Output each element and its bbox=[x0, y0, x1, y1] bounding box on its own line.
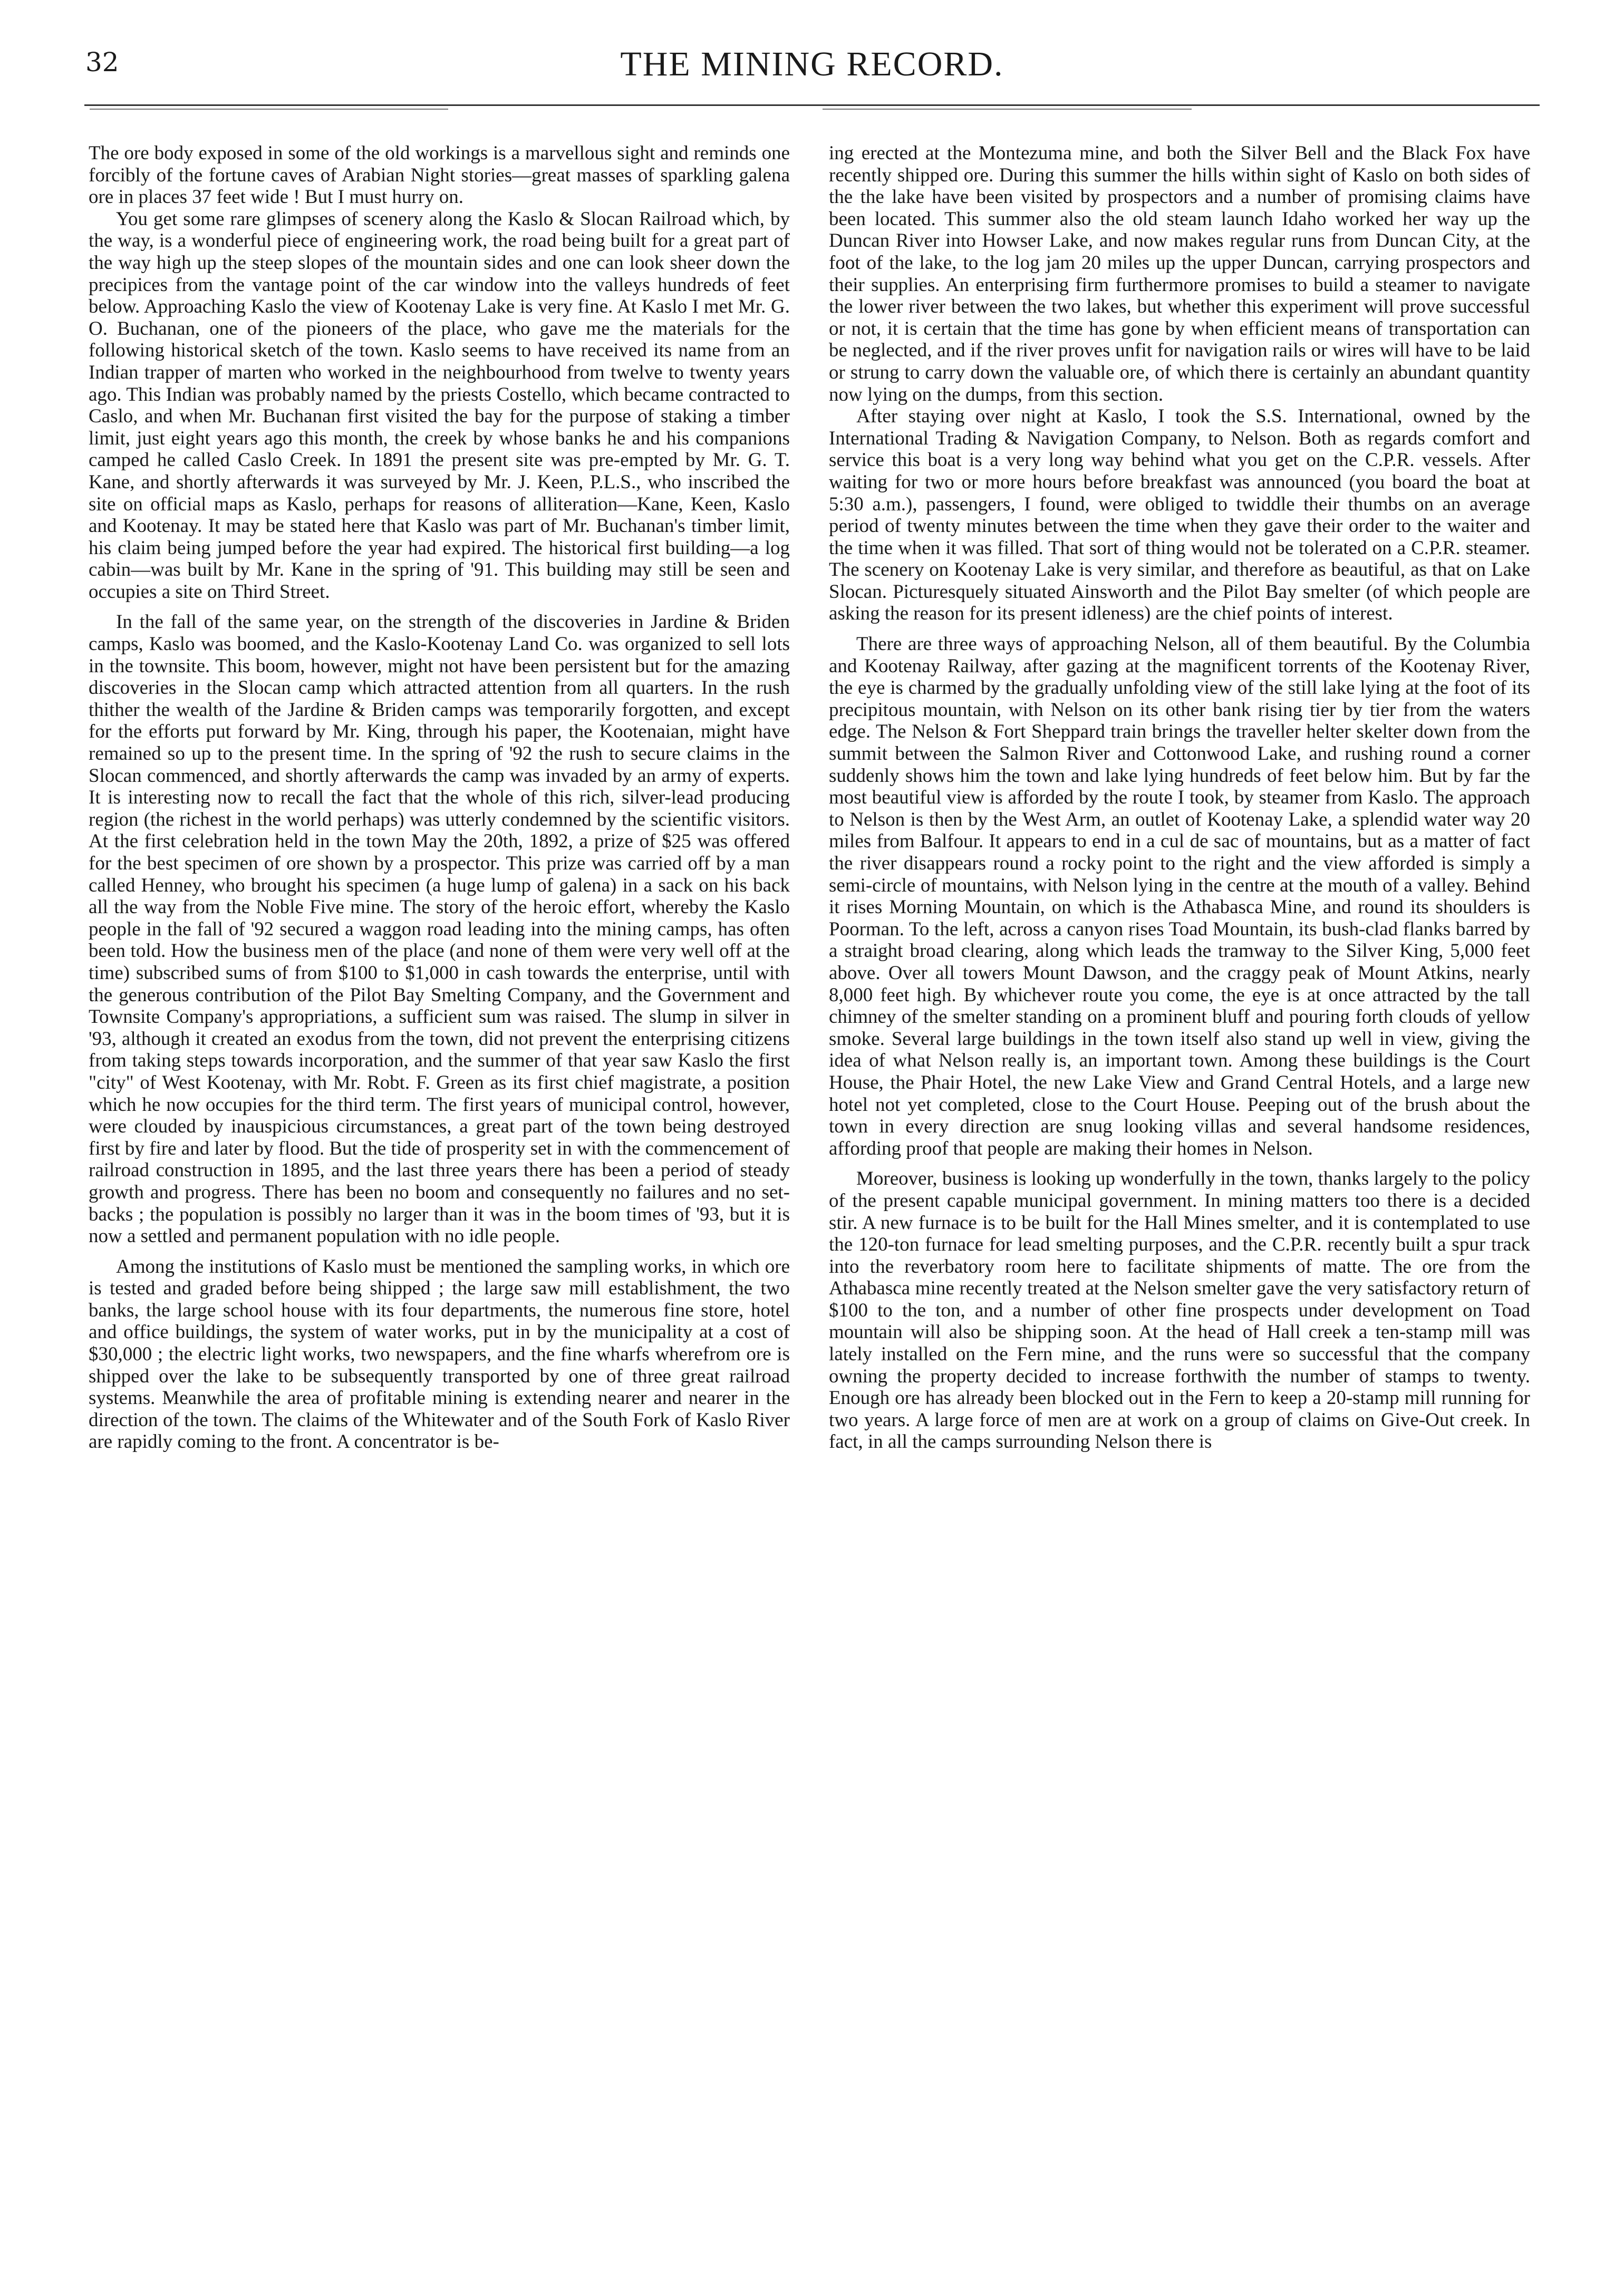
journal-title: THE MINING RECORD. bbox=[620, 45, 1004, 83]
page-header bbox=[0, 0, 1624, 137]
paragraph: There are three ways of approaching Nelson, all of them beautiful. By the Columbia and Kootenay Railway, after gazing at the magnificent torrents of the Kootenay River, the eye is charmed by the gradually unfolding view of the still lake lying at the foot of its precipitous mountain, with Nelson on its other bank rising tier by tier from the waters edge. The Nelson & Fort Sheppard train brings the traveller helter skelter down from the summit between the Salmon River and Cottonwood Lake, and rushing round a corner suddenly shows him the town and lake lying hundreds of feet below him. But by far the most beautiful view is afforded by the route I took, by steamer from Kaslo. The approach to Nelson is then by the West Arm, an outlet of Kootenay Lake, a splendid water way 20 miles from Balfour. It appears to end in a cul de sac of mountains, but as a matter of fact the river disappears round a rocky point to the right and the view afforded is simply a semi-circle of mountains, with Nelson lying in the centre at the mouth of a valley. Behind it rises Morning Mountain, on which is the Athabasca Mine, and round its shoulders is Poorman. To the left, across a canyon rises Toad Mountain, its bush-clad flanks barred by a straight broad clearing, along which leads the tramway to the Silver King, 5,000 feet above. Over all towers Mount Dawson, and the craggy peak of Mount Atkins, nearly 8,000 feet high. By whichever route you come, the eye is at once attracted by the tall chimney of the smelter standing on a prominent bluff and pouring forth clouds of yellow smoke. Several large buildings in the town itself also stand up well in view, giving the idea of what Nelson really is, an important town. Among these buildings is the Court House, the Phair Hotel, the new Lake View and Grand Central Hotels, and a large new hotel not yet completed, close to the Court House. Peeping out of the brush about the town in every direction are snug looking villas and several handsome residences, affording proof that people are making their homes in Nelson. bbox=[829, 633, 1530, 1159]
paragraph: In the fall of the same year, on the strength of the discoveries in Jardine & Briden camps, Kaslo was boomed, and the Kaslo-Kootenay Land Co. was organized to sell lots in the townsite. This boom, however, might not have been persistent but for the amazing discoveries in the Slocan camp which attracted attention from all quarters. In the rush thither the wealth of the Jardine & Briden camps was temporarily forgotten, and except for the efforts put forward by Mr. King, through his paper, the Kootenaian, might have remained so up to the present time. In the spring of '92 the rush to secure claims in the Slocan commenced, and shortly afterwards the camp was invaded by an army of experts. It is interesting now to recall the fact that the whole of this rich, silver-lead producing region (the richest in the world perhaps) was utterly condemned by the scientific visitors. At the first celebration held in the town May the 20th, 1892, a prize of $25 was offered for the best specimen of ore shown by a prospector. This prize was carried off by a man called Henney, who brought his specimen (a huge lump of galena) in a sack on his back all the way from the Noble Five mine. The story of the heroic effort, whereby the Kaslo people in the fall of '92 secured a waggon road leading into the mining camps, has often been told. How the business men of the place (and none of them were very well off at the time) subscribed sums of from $100 to $1,000 in cash towards the enterprise, until with the generous contribution of the Pilot Bay Smelting Company, and the Government and Townsite Company's appropriations, a sufficient sum was raised. The slump in silver in '93, although it created an exodus from the town, did not prevent the enterprising citizens from taking steps towards incorporation, and the summer of that year saw Kaslo the first "city" of West Kootenay, with Mr. Robt. F. Green as its first chief magistrate, a position which he now occupies for the third term. The first years of municipal control, however, were clouded by inauspicious circumstances, a great part of the town being destroyed first by fire and later by flood. But the tide of prosperity set in with the commencement of railroad construction in 1895, and the last three years there has been a period of steady growth and progress. There has been no boom and consequently no failures and no set-backs ; the population is possibly no larger than it was in the boom times of '93, but it is now a settled and permanent population with no idle people. bbox=[89, 611, 790, 1247]
left-column bbox=[89, 142, 790, 2257]
paragraph: Moreover, business is looking up wonderfully in the town, thanks largely to the policy of the present capable municipal government. In mining matters too there is a decided stir. A new furnace is to be built for the Hall Mines smelter, and it is contemplated to use the 120-ton furnace for lead smelting purposes, and the C.P.R. recently built a spur track into the reverbatory room here to facilitate shipments of matte. The ore from the Athabasca mine recently treated at the Nelson smelter gave the very satisfactory return of $100 to the ton, and a number of other fine prospects under development on Toad mountain will also be shipping soon. At the head of Hall creek a ten-stamp mill was lately installed on the Fern mine, and the runs were so successful that the company owning the property decided to increase forthwith the number of stamps to twenty. Enough ore has already been blocked out in the Fern to keep a 20-stamp mill running for two years. A large force of men are at work on a group of claims on Give-Out creek. In fact, in all the camps surrounding Nelson there is bbox=[829, 1168, 1530, 1453]
paragraph: The ore body exposed in some of the old workings is a marvellous sight and reminds one forcibly of the fortune caves of Arabian Night stories—great masses of sparkling galena ore in places 37 feet wide ! But I must hurry on. bbox=[89, 142, 790, 208]
header-rule-left-faint bbox=[90, 109, 448, 110]
paragraph: You get some rare glimpses of scenery along the Kaslo & Slocan Railroad which, by the way, is a wonderful piece of engineering work, the road being built for a great part of the way high up the steep slopes of the mountain sides and one can look sheer down the precipices from the vantage point of the car window into the valleys hundreds of feet below. Approaching Kaslo the view of Kootenay Lake is very fine. At Kaslo I met Mr. G. O. Buchanan, one of the pioneers of the place, who gave me the materials for the following historical sketch of the town. Kaslo seems to have received its name from an Indian trapper of marten who worked in the neighbourhood from twelve to twenty years ago. This Indian was probably named by the priests Costello, which became contracted to Caslo, and when Mr. Buchanan first visited the bay for the purpose of staking a timber limit, just eight years ago this month, the creek by whose banks he and his companions camped he called Caslo Creek. In 1891 the present site was pre-empted by Mr. G. T. Kane, and shortly afterwards it was surveyed by Mr. J. Keen, P.L.S., who inscribed the site on official maps as Kaslo, perhaps for reasons of alliteration—Kane, Keen, Kaslo and Kootenay. It may be stated here that Kaslo was part of Mr. Buchanan's timber limit, his claim being jumped before the year had expired. The historical first building—a log cabin—was built by Mr. Kane in the spring of '91. This building may still be seen and occupies a site on Third Street. bbox=[89, 208, 790, 603]
paragraph: Among the institutions of Kaslo must be mentioned the sampling works, in which ore is tested and graded before being shipped ; the large saw mill establishment, the two banks, the large school house with its four departments, the numerous fine store, hotel and office buildings, the system of water works, put in by the municipality at a cost of $30,000 ; the electric light works, two newspapers, and the fine wharfs wherefrom ore is shipped over the lake to be subsequently transported by one of three great railroad systems. Meanwhile the area of profitable mining is extending nearer and nearer in the direction of the town. The claims of the Whitewater and of the South Fork of Kaslo River are rapidly coming to the front. A concentrator is be- bbox=[89, 1255, 790, 1453]
right-column bbox=[829, 142, 1530, 2257]
page-number: 32 bbox=[85, 47, 119, 78]
header-rule bbox=[84, 104, 1540, 106]
header-rule-center-faint bbox=[823, 109, 1192, 110]
paragraph: After staying over night at Kaslo, I took the S.S. International, owned by the International Trading & Navigation Company, to Nelson. Both as regards comfort and service this boat is a very long way behind what you get on the C.P.R. vessels. After waiting for two or more hours before breakfast was announced (you board the boat at 5:30 a.m.), passengers, I found, were obliged to twiddle their thumbs on an average period of twenty minutes between the time when they gave their order to the waiter and the time when it was filled. That sort of thing would not be tolerated on a C.P.R. steamer. The scenery on Kootenay Lake is very similar, and therefore as beautiful, as that on Lake Slocan. Picturesquely situated Ainsworth and the Pilot Bay smelter (of which people are asking the reason for its present idleness) are the chief points of interest. bbox=[829, 405, 1530, 625]
paragraph: ing erected at the Montezuma mine, and both the Silver Bell and the Black Fox have recently shipped ore. During this summer the hills within sight of Kaslo on both sides of the the lake have been visited by prospectors and a number of promising claims have been located. This summer also the old steam launch Idaho worked her way up the Duncan River into Howser Lake, and now makes regular runs from Duncan City, at the foot of the lake, to the log jam 20 miles up the upper Duncan, carrying prospectors and their supplies. An enterprising firm furthermore promises to build a steamer to navigate the lower river between the two lakes, but whether this experiment will prove successful or not, it is certain that the time has gone by when efficient means of transportation can be neglected, and if the river proves unfit for navigation rails or wires will have to be laid or strung to carry down the valuable ore, of which there is certainly an abundant quantity now lying on the dumps, from this section. bbox=[829, 142, 1530, 405]
